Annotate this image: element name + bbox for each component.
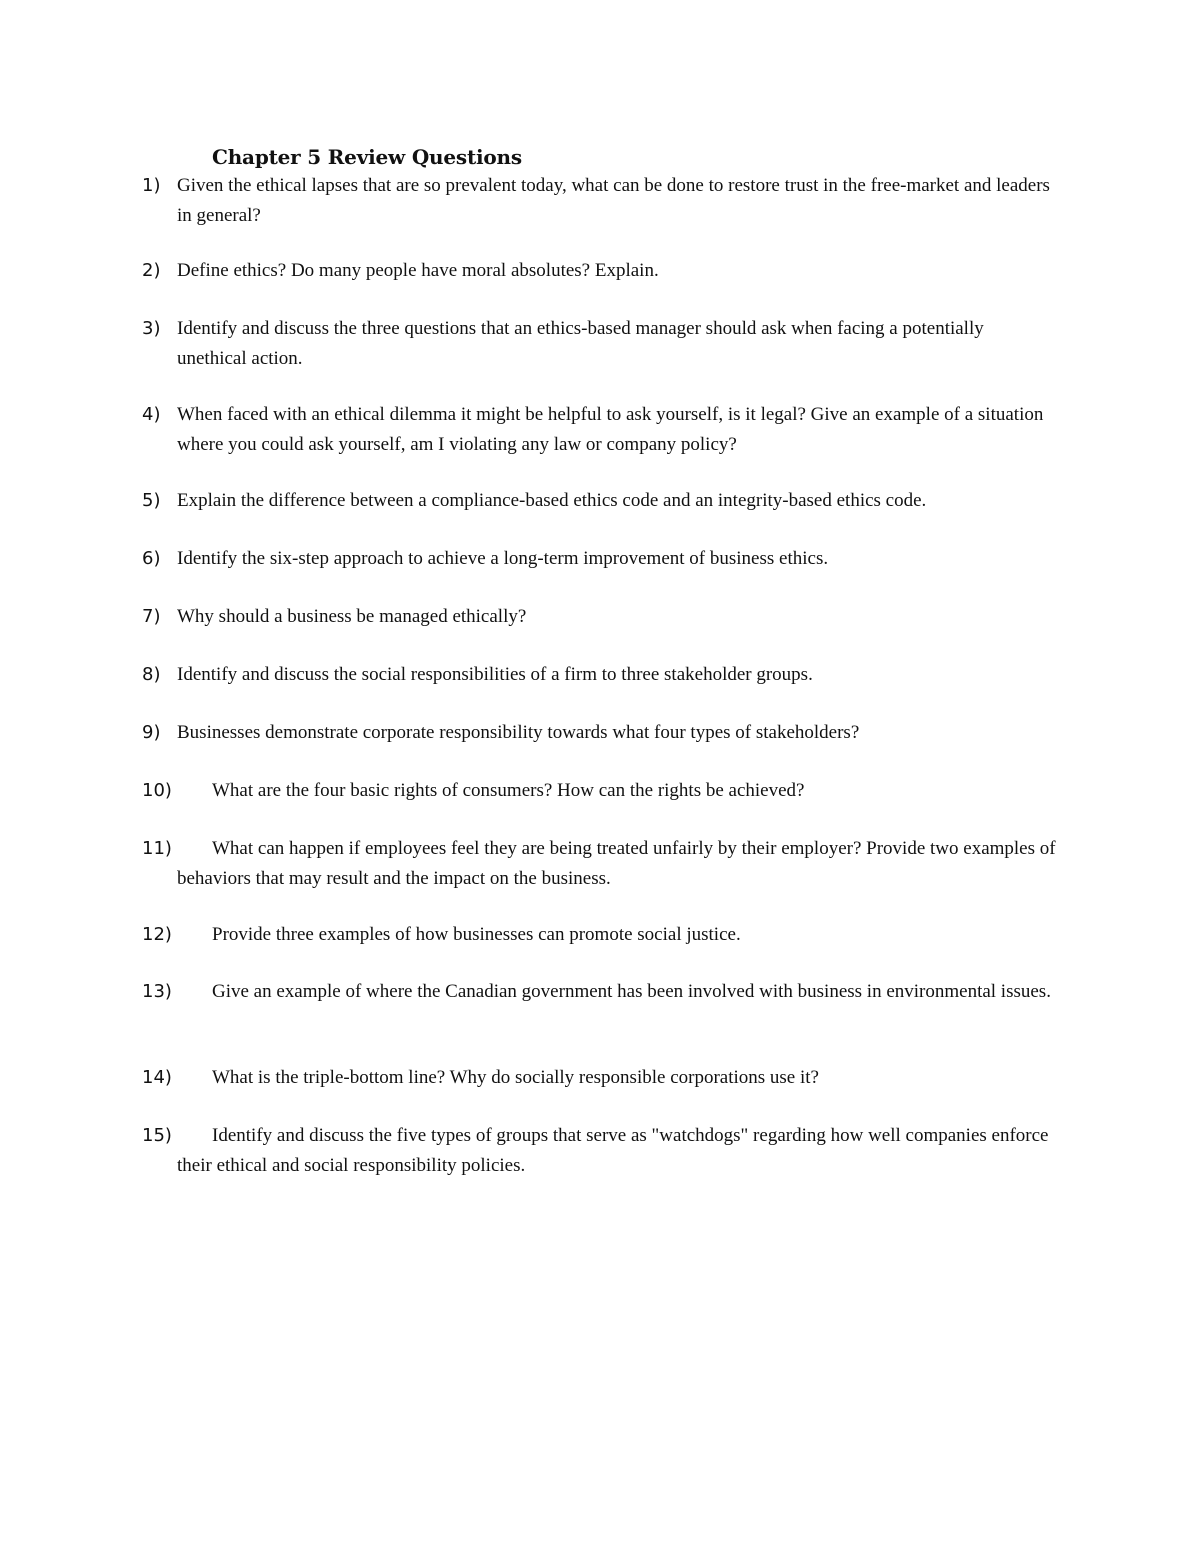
question-number: 3): [142, 318, 161, 339]
question-text: Provide three examples of how businesses can promote social justice.: [212, 924, 741, 945]
question-number: 14): [142, 1067, 172, 1088]
question-text: What are the four basic rights of consumers? How can the rights be achieved?: [212, 780, 805, 801]
question-item: [142, 776, 1057, 806]
question-number: 13): [142, 981, 172, 1002]
question-item: [142, 1121, 1057, 1181]
question-item: [142, 171, 1057, 231]
question-text: When faced with an ethical dilemma it might be helpful to ask yourself, is it legal? Give an example of a situation where you could ask yourself, am I violating any law or company policy?: [177, 404, 1044, 455]
question-number: 7): [142, 606, 161, 627]
question-number: 6): [142, 548, 161, 569]
question-text: Identify and discuss the five types of groups that serve as "watchdogs" regarding how well companies enforce their ethical and social responsibility policies.: [177, 1125, 1049, 1176]
question-item: [142, 1063, 1057, 1093]
question-text: What can happen if employees feel they are being treated unfairly by their employer? Provide two examples of behaviors that may result and the impact on the business.: [177, 838, 1056, 889]
question-text: Businesses demonstrate corporate responsibility towards what four types of stakeholders?: [177, 722, 860, 743]
question-number: 9): [142, 722, 161, 743]
question-text: What is the triple-bottom line? Why do socially responsible corporations use it?: [212, 1067, 819, 1088]
question-number: 4): [142, 404, 161, 425]
question-item: [142, 977, 1057, 1007]
question-text: Given the ethical lapses that are so prevalent today, what can be done to restore trust in the free-market and leaders in general?: [177, 175, 1050, 226]
question-item: [142, 660, 1057, 690]
question-item: [142, 544, 1057, 574]
question-number: 1): [142, 175, 161, 196]
question-number: 15): [142, 1125, 172, 1146]
page-title: Chapter 5 Review Questions: [212, 145, 522, 169]
question-number: 10): [142, 780, 172, 801]
question-text: Explain the difference between a compliance-based ethics code and an integrity-based ethics code.: [177, 490, 927, 511]
question-text: Why should a business be managed ethically?: [177, 606, 527, 627]
question-item: [142, 718, 1057, 748]
question-item: [142, 400, 1057, 460]
question-number: 8): [142, 664, 161, 685]
question-number: 5): [142, 490, 161, 511]
question-item: [142, 834, 1057, 894]
question-text: Identify the six-step approach to achieve a long-term improvement of business ethics.: [177, 548, 829, 569]
question-item: [142, 920, 1057, 950]
question-text: Identify and discuss the social responsibilities of a firm to three stakeholder groups.: [177, 664, 813, 685]
question-text: Define ethics? Do many people have moral absolutes? Explain.: [177, 260, 659, 281]
question-number: 12): [142, 924, 172, 945]
question-item: [142, 256, 1057, 286]
question-text: Give an example of where the Canadian government has been involved with business in environmental issues.: [212, 981, 1051, 1002]
question-item: [142, 314, 1057, 374]
question-number: 2): [142, 260, 161, 281]
question-number: 11): [142, 838, 172, 859]
question-item: [142, 486, 1057, 516]
question-item: [142, 602, 1057, 632]
question-text: Identify and discuss the three questions that an ethics-based manager should ask when facing a potentially unethical action.: [177, 318, 984, 369]
